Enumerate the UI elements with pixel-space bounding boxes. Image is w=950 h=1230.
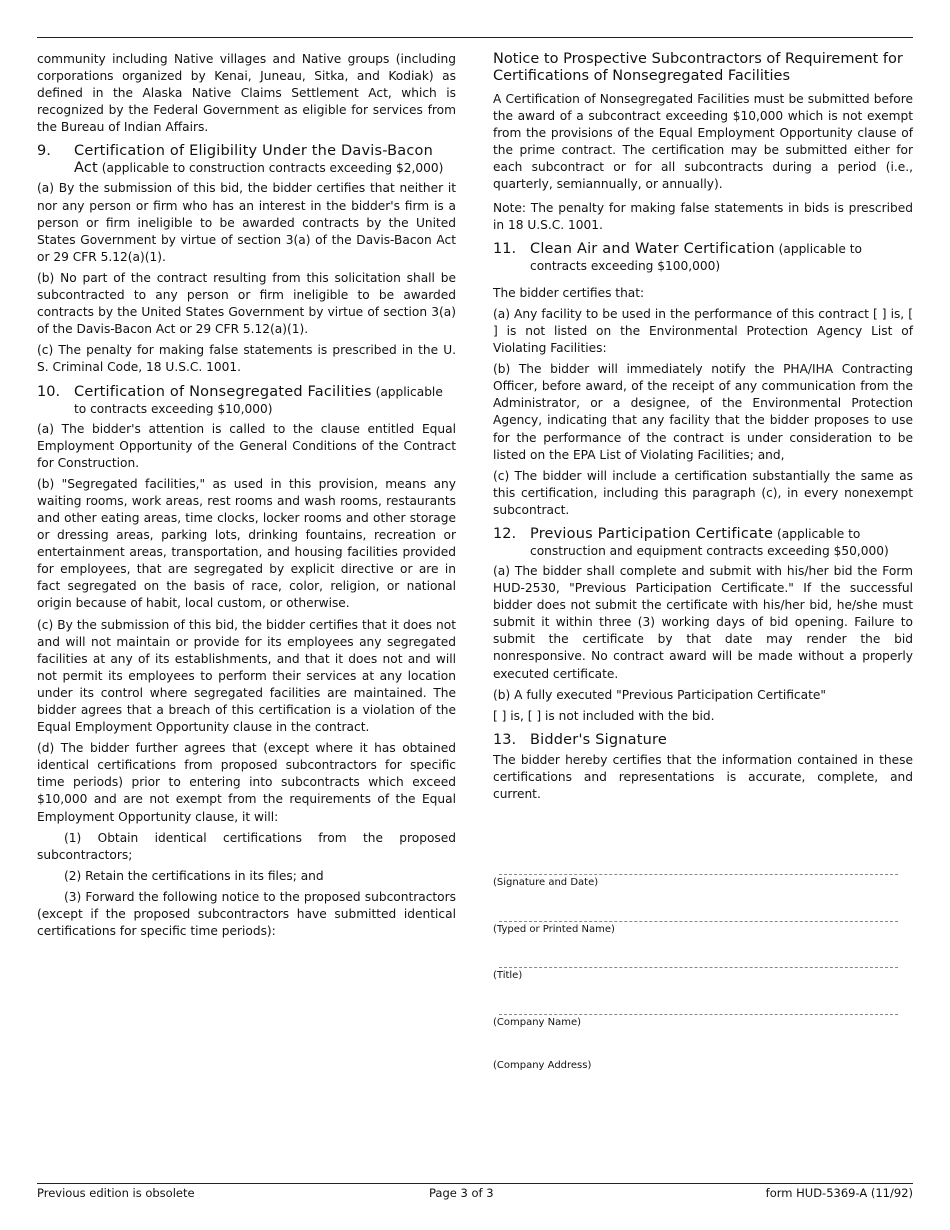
section-title: Clean Air and Water Certification: [530, 240, 775, 257]
top-rule: [37, 37, 913, 38]
s10-paragraph-d: (d) The bidder further agrees that (except where it has obtained identical certifications from proposed subcontractors for specific time periods) prior to entering into subcontracts which exceed $10,000 and are not exempt from the requirements of the Equal Employment Opportunity clause, it will:: [37, 741, 456, 824]
section-number: 13.: [493, 731, 517, 748]
s11-lead: The bidder certifies that:: [493, 285, 645, 300]
section-title: Certification of Nonsegregated Facilities: [74, 383, 372, 400]
s9-paragraph-a: (a) By the submission of this bid, the bidder certifies that neither it nor any person or firm who has an interest in the bidder's firm is a person or firm ineligible to be awarded contracts by the United States Government by virtue of section 3(a) of the Davis-Bacon Act or 29 CFR 5.12(a)(1).: [37, 181, 456, 264]
bottom-rule: [37, 1183, 913, 1184]
section-applicability: (applicable to construction and equipment contracts exceeding $50,000): [530, 526, 889, 558]
footer-page-number: Page 3 of 3: [429, 1186, 494, 1200]
printed-name-label: (Typed or Printed Name): [493, 924, 615, 935]
title-field[interactable]: [493, 967, 898, 982]
title-label: (Title): [493, 970, 523, 981]
company-address-label: (Company Address): [493, 1060, 592, 1071]
section-applicability: (applicable to contracts exceeding $10,000): [74, 384, 443, 416]
printed-name-field[interactable]: [493, 921, 898, 936]
s12-choice: [ ] is, [ ] is not included with the bid.: [493, 708, 715, 723]
s9-paragraph-b: (b) No part of the contract resulting from this solicitation shall be subcontracted to any person or firm ineligible to be awarded contracts by the United States Government by virtue of section 3(a) of the Davis-Bacon Act or 29 CFR 5.12(a)(1).: [37, 270, 456, 337]
s10-item-3: (3) Forward the following notice to the proposed subcontractors (except if the proposed subcontractors have submitted identical certifications for specific time periods):: [37, 889, 456, 939]
s10-paragraph-c: (c) By the submission of this bid, the bidder certifies that it does not and will not maintain or provide for its employees any segregated facilities at any of its establishments, and that it does not and will not permit its employees to perform their services at any location under its control where segregated facilities are maintained. The bidder agrees that a breach of this certification is a violation of the Equal Employment Opportunity clause in the contract.: [37, 617, 456, 735]
s11-paragraph-a: (a) Any facility to be used in the performance of this contract [ ] is, [ ] is not listed on the Environmental Protection Agency List of Violating Facilities:: [493, 306, 913, 356]
footer-edition-note: Previous edition is obsolete: [37, 1186, 195, 1200]
s10-paragraph-a: (a) The bidder's attention is called to the clause entitled Equal Employment Opportunity of the General Conditions of the Contract for Construction.: [37, 421, 456, 470]
section-9-heading: [37, 143, 456, 177]
section-title: Certification of Eligibility Under the Davis-Bacon Act: [74, 143, 433, 177]
s9-paragraph-c: (c) The penalty for making false statements is prescribed in the U. S. Criminal Code, 18 U.S.C. 1001.: [37, 343, 456, 375]
section-number: 10.: [37, 383, 61, 400]
s10-item-2: (2) Retain the certifications in its files; and: [64, 868, 324, 883]
intro-paragraph: community including Native villages and Native groups (including corporations organized by Kenai, Juneau, Sitka, and Kodiak) as defined in the Alaska Native Claims Settlement Act, which is recognized by the Federal Government as eligible for services from the Bureau of Indian Affairs.: [37, 52, 456, 135]
section-title: Bidder's Signature: [530, 731, 667, 748]
section-12-heading: [493, 526, 913, 560]
note-paragraph: Note: The penalty for making false statements in bids is prescribed in 18 U.S.C. 1001.: [493, 200, 913, 232]
section-number: 9.: [37, 143, 51, 160]
notice-title: Notice to Prospective Subcontractors of Requirement for Certifications of Nonsegregated Facilities: [493, 51, 903, 84]
signature-date-label: (Signature and Date): [493, 877, 599, 888]
left-column: [37, 51, 456, 944]
s12-paragraph-a: (a) The bidder shall complete and submit with his/her bid the Form HUD-2530, "Previous Participation Certificate." If the successful bidder does not submit the certificate with his/her bid, he/she must submit it within three (3) working days of bid opening. Failure to submit the certificate by that date may render the bid nonresponsive. No contract award will be made without a properly executed certificate.: [493, 563, 913, 681]
s12-paragraph-b: (b) A fully executed "Previous Participation Certificate": [493, 687, 826, 702]
company-address-field[interactable]: [493, 1060, 898, 1072]
section-11-heading: [493, 241, 913, 275]
notice-body: A Certification of Nonsegregated Facilities must be submitted before the award of a subcontract exceeding $10,000 which is not exempt from the provisions of the Equal Employment Opportunity clause of the prime contract. The certification may be submitted either for each subcontract or for all subcontracts during a period (i.e., quarterly, semiannually, or annually).: [493, 92, 913, 192]
section-title: Previous Participation Certificate: [530, 525, 774, 542]
right-column: [493, 51, 913, 807]
section-applicability: (applicable to contracts exceeding $100,000): [530, 241, 862, 273]
s13-body: The bidder hereby certifies that the information contained in these certifications and representations is accurate, complete, and current.: [493, 752, 913, 801]
signature-date-field[interactable]: [493, 874, 898, 889]
company-name-field[interactable]: [493, 1014, 898, 1029]
footer-form-number: form HUD-5369-A (11/92): [765, 1186, 913, 1200]
company-name-label: (Company Name): [493, 1017, 582, 1028]
section-13-heading: [493, 732, 913, 749]
section-applicability: (applicable to construction contracts exceeding $2,000): [101, 161, 444, 176]
s11-paragraph-c: (c) The bidder will include a certification substantially the same as this certification, including this paragraph (c), in every nonexempt subcontract.: [493, 468, 913, 517]
s10-paragraph-b: (b) "Segregated facilities," as used in this provision, means any waiting rooms, work areas, rest rooms and wash rooms, restaurants and other eating areas, time clocks, locker rooms and other storage or dressing areas, parking lots, drinking fountains, recreation or entertainment areas, transportation, and housing facilities provided for employees, that are segregated by explicit directive or are in fact segregated on the basis of race, color, religion, or national origin because of habit, local custom, or otherwise.: [37, 476, 456, 611]
s11-paragraph-b: (b) The bidder will immediately notify the PHA/IHA Contracting Officer, before award, of the receipt of any communication from the Administrator, or a designee, of the Environmental Protection Agency, indicating that any facility that the bidder proposes to use for the performance of the contract is under consideration to be listed on the EPA List of Violating Facilities; and,: [493, 362, 913, 462]
section-number: 11.: [493, 240, 517, 257]
section-number: 12.: [493, 525, 517, 542]
section-10-heading: [37, 384, 456, 418]
s10-item-1: (1) Obtain identical certifications from the proposed subcontractors;: [37, 830, 456, 862]
